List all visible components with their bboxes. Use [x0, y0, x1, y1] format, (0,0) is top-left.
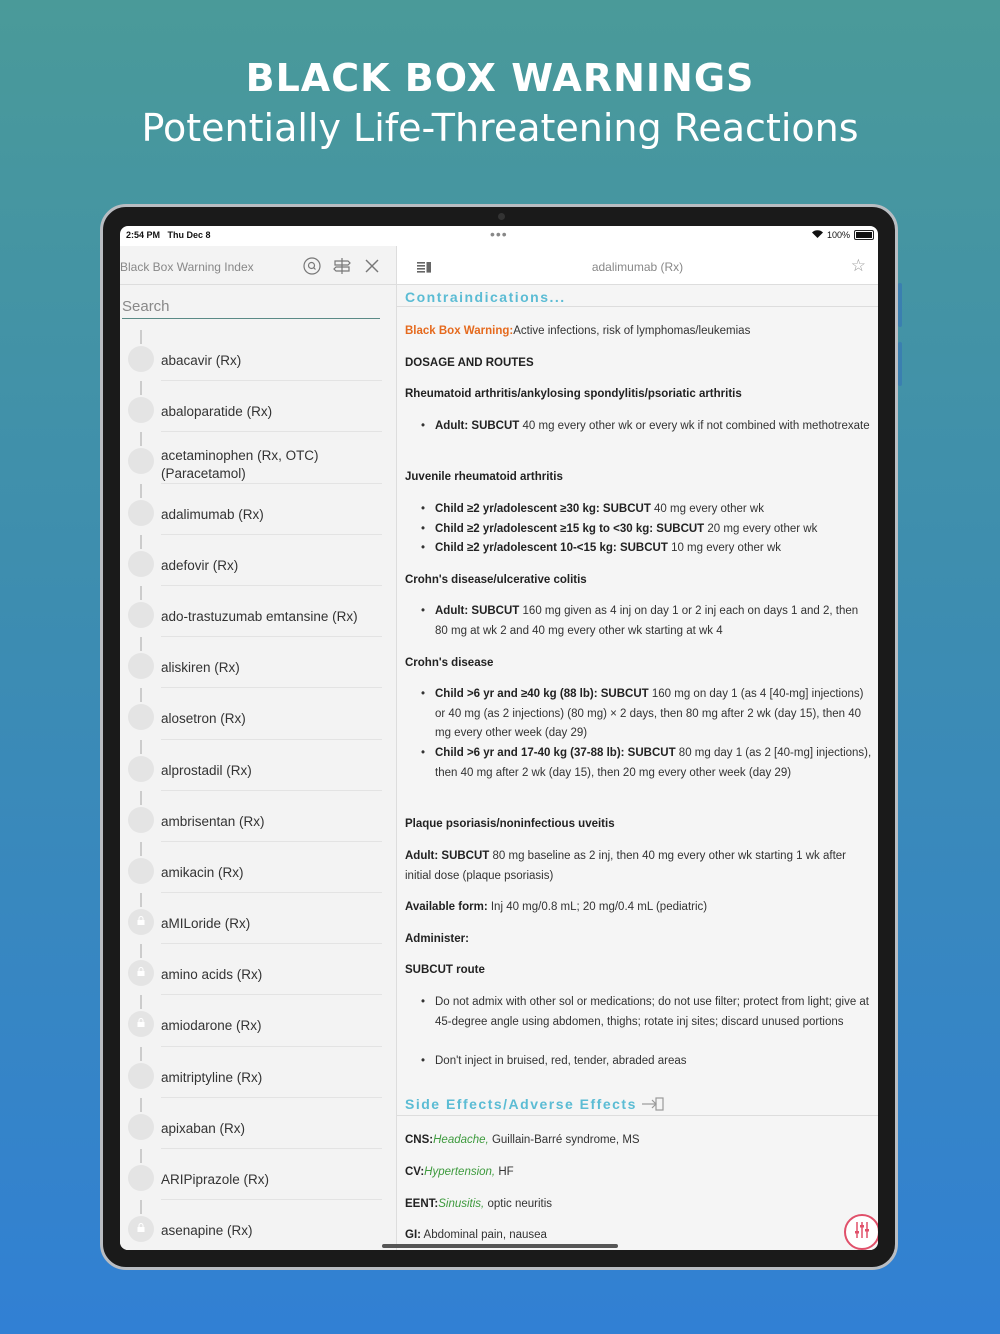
- drug-list: [120, 330, 396, 1250]
- drug-name: amitriptyline (Rx): [161, 1069, 263, 1085]
- list-connector: [140, 842, 142, 856]
- section-side-effects[interactable]: Side Effects/Adverse Effects: [405, 1096, 664, 1114]
- list-item-marker: [128, 653, 154, 679]
- drug-name: aliskiren (Rx): [161, 660, 240, 676]
- screen: [120, 226, 878, 1250]
- drug-name: ambrisentan (Rx): [161, 813, 265, 829]
- list-item-marker: [128, 1165, 154, 1191]
- cd-dose-1: • Child >6 yr and ≥40 kg (88 lb): SUBCUT 160 mg on day 1 (as 4 [40-mg] injections) or 40 mg (as 2 injections) (80 mg) × 2 days, then 80 mg after 2 wk (day 15), then 40 mg every other week (day 29): [435, 685, 873, 744]
- search-field[interactable]: [122, 298, 380, 319]
- battery-icon: [854, 230, 874, 240]
- jra-dose-3: • Child ≥2 yr/adolescent 10-<15 kg: SUBCUT 10 mg every other wk: [435, 539, 873, 559]
- list-item[interactable]: [120, 1098, 396, 1149]
- filter-sliders-button[interactable]: [844, 1214, 878, 1250]
- lock-icon: [136, 967, 146, 977]
- list-item[interactable]: [120, 535, 396, 586]
- drug-name: alprostadil (Rx): [161, 762, 252, 778]
- list-connector: [140, 791, 142, 805]
- list-item[interactable]: [120, 330, 396, 381]
- index-navbar: [120, 246, 396, 285]
- eent-effects: EENT:Sinusitis, optic neuritis: [405, 1198, 553, 1210]
- ra-dose-1: • Adult: SUBCUT 40 mg every other wk or every wk if not combined with methotrexate: [435, 417, 873, 437]
- list-item[interactable]: [120, 432, 396, 483]
- drug-name: abaloparatide (Rx): [161, 404, 273, 420]
- list-connector: [140, 944, 142, 958]
- list-item[interactable]: [120, 1200, 396, 1250]
- list-item[interactable]: [120, 791, 396, 842]
- drug-name: apixaban (Rx): [161, 1120, 246, 1136]
- list-item[interactable]: [120, 842, 396, 893]
- detail-navbar: [397, 246, 878, 285]
- list-item-marker: [128, 500, 154, 526]
- drug-name: adalimumab (Rx): [161, 506, 264, 522]
- available-form: Available form: Inj 40 mg/0.8 mL; 20 mg/0.4 mL (pediatric): [405, 901, 708, 913]
- drug-name: ARIPiprazole (Rx): [161, 1172, 270, 1187]
- status-battery: [812, 230, 874, 240]
- home-indicator[interactable]: [382, 1244, 618, 1248]
- signpost-icon[interactable]: [332, 256, 352, 276]
- list-item[interactable]: [120, 586, 396, 637]
- list-connector: [140, 1200, 142, 1214]
- list-item[interactable]: [120, 1149, 396, 1200]
- admin-note-2: • Don't inject in bruised, red, tender, abraded areas: [435, 1052, 873, 1072]
- drug-name: alosetron (Rx): [161, 711, 246, 727]
- list-item[interactable]: [120, 944, 396, 995]
- list-connector: [140, 432, 142, 446]
- admin-note-1: • Do not admix with other sol or medications; do not use filter; protect from light; give at 45-degree angle using abdomen, thighs; rotate inj sites; discard unused portions: [435, 993, 873, 1032]
- list-item[interactable]: [120, 995, 396, 1046]
- section-contraindications[interactable]: Contraindications...: [405, 289, 566, 305]
- list-item-marker: [128, 346, 154, 372]
- gi-effects: GI: Abdominal pain, nausea: [405, 1229, 547, 1241]
- list-connector: [140, 740, 142, 754]
- index-panel: [120, 246, 397, 1250]
- list-item-marker: [128, 704, 154, 730]
- cd-dose-2: • Child >6 yr and 17-40 kg (37-88 lb): SUBCUT 80 mg day 1 (as 2 [40-mg] injections), then 40 mg after 2 wk (day 15), then 20 mg every other week (day 29): [435, 744, 873, 783]
- expand-section-icon[interactable]: [642, 1097, 664, 1114]
- ra-heading: Rheumatoid arthritis/ankylosing spondylitis/psoriatic arthritis: [405, 388, 742, 400]
- list-item-marker: [128, 1063, 154, 1089]
- drug-name: asenapine (Rx): [161, 1223, 253, 1239]
- subcut-route-heading: SUBCUT route: [405, 964, 485, 976]
- camera: [498, 213, 505, 220]
- black-box-warning: Black Box Warning:Active infections, risk of lymphomas/leukemias: [405, 325, 751, 337]
- list-connector: [140, 1098, 142, 1112]
- close-icon[interactable]: [362, 256, 382, 276]
- list-item-marker: [128, 1114, 154, 1140]
- list-connector: [140, 330, 142, 344]
- cns-effects: CNS:Headache, Guillain-Barré syndrome, MS: [405, 1134, 640, 1146]
- psoriasis-dose: Adult: SUBCUT 80 mg baseline as 2 inj, then 40 mg every other wk starting 1 wk after initial dose (plaque psoriasis): [405, 850, 847, 882]
- psoriasis-heading: Plaque psoriasis/noninfectious uveitis: [405, 818, 615, 830]
- headline-title: BLACK BOX WARNINGS: [245, 56, 755, 100]
- drug-name: ado-trastuzumab emtansine (Rx): [161, 608, 358, 624]
- list-item[interactable]: [120, 484, 396, 535]
- wifi-icon: [812, 230, 823, 240]
- status-time: 2:54 PM Thu Dec 8: [126, 230, 211, 240]
- cv-effects: CV:Hypertension, HF: [405, 1166, 514, 1178]
- drug-name: amiodarone (Rx): [161, 1018, 262, 1034]
- drug-name: abacavir (Rx): [161, 353, 242, 368]
- cd-uc-heading: Crohn's disease/ulcerative colitis: [405, 574, 587, 586]
- headline: [0, 56, 1000, 150]
- sliders-icon: [852, 1220, 872, 1245]
- tablet-frame: [100, 204, 898, 1270]
- list-connector: [140, 995, 142, 1009]
- search-input[interactable]: [122, 298, 380, 315]
- battery-percent: 100%: [826, 230, 850, 240]
- lock-icon: [136, 916, 146, 926]
- detail-panel: [397, 246, 878, 1250]
- list-connector: [140, 535, 142, 549]
- search-circle-icon[interactable]: [302, 256, 322, 276]
- list-item-marker: [128, 397, 154, 423]
- lock-icon: [136, 1223, 146, 1233]
- multitasking-dots[interactable]: •••: [490, 226, 508, 242]
- volume-up-button: [898, 283, 902, 327]
- list-item-marker: [128, 448, 154, 474]
- drug-name: adefovir (Rx): [161, 557, 239, 573]
- favorite-star-icon[interactable]: ☆: [850, 256, 866, 275]
- list-item-marker: [128, 756, 154, 782]
- headline-subtitle: Potentially Life-Threatening Reactions: [141, 106, 859, 150]
- detail-title: adalimumab (Rx): [591, 260, 684, 274]
- list-connector: [140, 1047, 142, 1061]
- list-connector: [140, 893, 142, 907]
- drug-name: aMILoride (Rx): [161, 916, 251, 932]
- list-item[interactable]: [120, 893, 396, 944]
- list-item[interactable]: [120, 740, 396, 791]
- list-connector: [140, 586, 142, 600]
- list-item-marker: [128, 858, 154, 884]
- section-divider: [397, 1115, 878, 1116]
- list-connector: [140, 381, 142, 395]
- list-connector: [140, 1149, 142, 1163]
- jra-dose-2: • Child ≥2 yr/adolescent ≥15 kg to <30 kg: SUBCUT 20 mg every other wk: [435, 520, 873, 540]
- list-item[interactable]: [120, 1047, 396, 1098]
- dosage-heading: DOSAGE AND ROUTES: [405, 357, 534, 369]
- list-connector: [140, 688, 142, 702]
- list-connector: [140, 484, 142, 498]
- list-item-marker: [128, 551, 154, 577]
- lock-icon: [136, 1018, 146, 1028]
- list-item[interactable]: [120, 637, 396, 688]
- section-divider: [397, 306, 878, 307]
- drug-name: amikacin (Rx): [161, 864, 244, 880]
- list-item-marker: [128, 602, 154, 628]
- volume-down-button: [898, 342, 902, 386]
- list-item[interactable]: [120, 381, 396, 432]
- administer-heading: Administer:: [405, 933, 469, 945]
- list-connector: [140, 637, 142, 651]
- status-bar: [120, 226, 878, 246]
- list-item-marker: [128, 807, 154, 833]
- jra-heading: Juvenile rheumatoid arthritis: [405, 471, 563, 483]
- jra-dose-1: • Child ≥2 yr/adolescent ≥30 kg: SUBCUT 40 mg every other wk: [435, 500, 873, 520]
- list-item[interactable]: [120, 688, 396, 739]
- cd-heading: Crohn's disease: [405, 657, 494, 669]
- drug-name: amino acids (Rx): [161, 967, 263, 983]
- drug-name: acetaminophen (Rx, OTC) (Paracetamol): [161, 448, 319, 482]
- cd-uc-dose-1: • Adult: SUBCUT 160 mg given as 4 inj on day 1 or 2 inj each on days 1 and 2, then 80 mg at wk 2 and 40 mg every other wk starting at wk 4: [435, 602, 873, 641]
- index-title: Black Box Warning Index: [120, 260, 254, 274]
